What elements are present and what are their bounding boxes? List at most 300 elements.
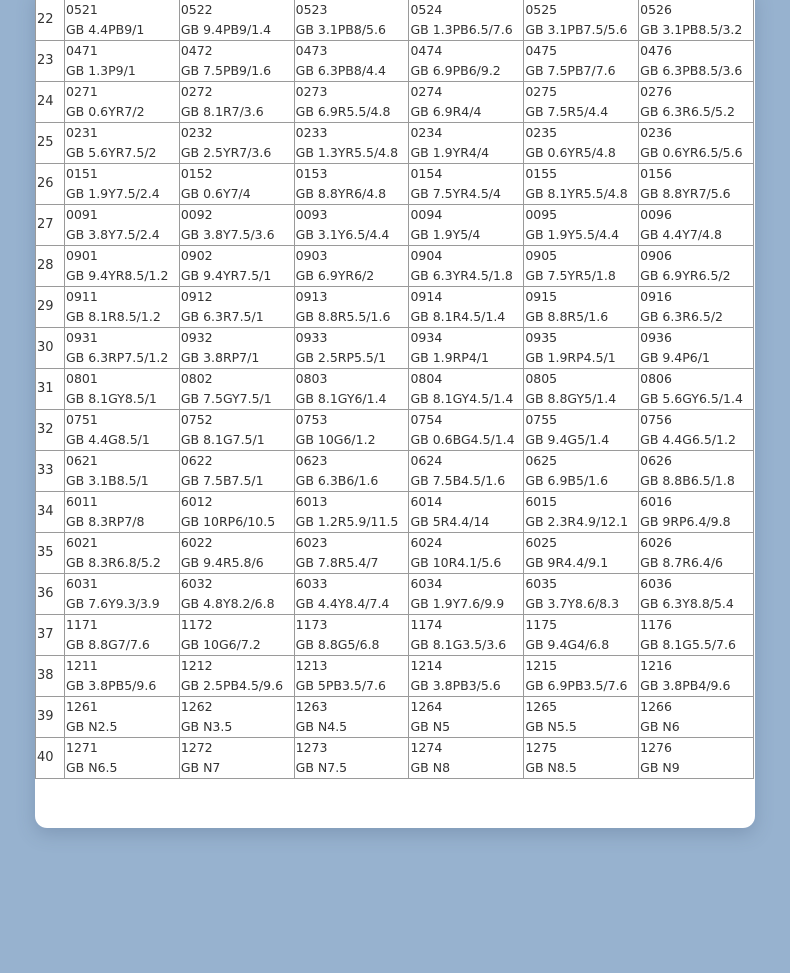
- color-cell: [409, 533, 524, 574]
- color-cell: [294, 246, 409, 287]
- color-cell: [294, 82, 409, 123]
- row-number: 28: [36, 246, 65, 287]
- color-cell: [409, 738, 524, 779]
- gb-notation: GB 3.8Y7.5/3.6: [180, 227, 275, 242]
- color-cell: [179, 615, 294, 656]
- color-code: 0524: [410, 2, 443, 17]
- table-row: [36, 246, 754, 287]
- gb-notation: GB 9.4PB9/1.4: [180, 22, 272, 37]
- table-row: [36, 697, 754, 738]
- table-row: [36, 410, 754, 451]
- gb-notation: GB 8.1G3.5/3.6: [410, 637, 507, 652]
- gb-notation: GB 3.8PB5/9.6: [66, 678, 157, 693]
- table-row: [36, 287, 754, 328]
- gb-notation: GB 7.5GY7.5/1: [180, 391, 272, 406]
- gb-notation: GB 6.9R4/4: [410, 104, 482, 119]
- row-number: 34: [36, 492, 65, 533]
- gb-notation: GB N8.5: [525, 760, 577, 775]
- gb-notation: GB 3.1PB8.5/3.2: [640, 22, 743, 37]
- table-row: [36, 656, 754, 697]
- gb-notation: GB 8.3R6.8/5.2: [66, 555, 161, 570]
- color-cell: [65, 492, 180, 533]
- gb-notation: GB 7.5PB7/7.6: [525, 63, 616, 78]
- gb-notation: GB 1.3YR5.5/4.8: [295, 145, 399, 160]
- gb-notation: GB 7.5B7.5/1: [180, 473, 264, 488]
- color-code: 6011: [66, 494, 98, 509]
- gb-notation: GB 8.1GY6/1.4: [295, 391, 387, 406]
- table-row: [36, 451, 754, 492]
- color-code: 0755: [525, 412, 558, 427]
- gb-notation: GB 2.5YR7/3.6: [180, 145, 272, 160]
- color-cell: [179, 697, 294, 738]
- color-cell: [65, 410, 180, 451]
- color-cell: [294, 492, 409, 533]
- gb-notation: GB 3.8PB3/5.6: [410, 678, 501, 693]
- color-cell: [294, 164, 409, 205]
- gb-notation: GB 1.9Y5/4: [410, 227, 481, 242]
- color-cell: [639, 369, 754, 410]
- color-code: 0236: [640, 125, 672, 140]
- gb-notation: GB 6.9B5/1.6: [525, 473, 609, 488]
- color-code: 0934: [410, 330, 443, 345]
- color-code: 0151: [66, 166, 98, 181]
- row-number: 40: [36, 738, 65, 779]
- color-cell: [524, 574, 639, 615]
- color-code: 0272: [180, 84, 213, 99]
- color-code: 0625: [525, 453, 558, 468]
- gb-notation: GB N7.5: [295, 760, 348, 775]
- table-row: [36, 123, 754, 164]
- color-code: 0093: [295, 207, 328, 222]
- color-code: 6032: [180, 576, 213, 591]
- gb-notation: GB 8.8R5/1.6: [525, 309, 609, 324]
- gb-notation: GB 6.3R6.5/5.2: [640, 104, 735, 119]
- row-number: 27: [36, 205, 65, 246]
- gb-notation: GB 6.9YR6.5/2: [640, 268, 731, 283]
- gb-notation: GB 6.9YR6/2: [295, 268, 375, 283]
- gb-notation: GB 6.9PB3.5/7.6: [525, 678, 628, 693]
- gb-notation: GB N6: [640, 719, 680, 734]
- color-cell: [179, 492, 294, 533]
- row-number: 29: [36, 287, 65, 328]
- color-code: 0475: [525, 43, 558, 58]
- color-code: 6034: [410, 576, 443, 591]
- gb-notation: GB N8: [410, 760, 451, 775]
- gb-notation: GB 9.4YR7.5/1: [180, 268, 272, 283]
- gb-notation: GB 8.8B6.5/1.8: [640, 473, 735, 488]
- color-code: 0802: [180, 371, 213, 386]
- gb-notation: GB 8.8R5.5/1.6: [295, 309, 391, 324]
- color-cell: [409, 410, 524, 451]
- gb-notation: GB 3.1PB7.5/5.6: [525, 22, 628, 37]
- color-code: 1276: [640, 740, 672, 755]
- gb-notation: GB 7.6Y9.3/3.9: [66, 596, 160, 611]
- gb-notation: GB 4.4PB9/1: [66, 22, 145, 37]
- color-cell: [179, 738, 294, 779]
- color-code: 0905: [525, 248, 558, 263]
- gb-notation: GB 1.2R5.9/11.5: [295, 514, 399, 529]
- color-code: 1273: [295, 740, 328, 755]
- color-cell: [639, 533, 754, 574]
- color-cell: [179, 246, 294, 287]
- color-cell: [179, 533, 294, 574]
- color-code: 1216: [640, 658, 672, 673]
- row-number: 37: [36, 615, 65, 656]
- gb-notation: GB 3.1B8.5/1: [66, 473, 149, 488]
- gb-notation: GB 8.7R6.4/6: [640, 555, 723, 570]
- color-code: 0095: [525, 207, 558, 222]
- gb-notation: GB 0.6YR6.5/5.6: [640, 145, 743, 160]
- color-code: 1173: [295, 617, 328, 632]
- table-row: [36, 82, 754, 123]
- color-code: 0901: [66, 248, 98, 263]
- color-code: 6025: [525, 535, 558, 550]
- color-cell: [524, 697, 639, 738]
- color-cell: [65, 0, 180, 41]
- gb-notation: GB N6.5: [66, 760, 118, 775]
- gb-notation: GB 8.8YR6/4.8: [295, 186, 387, 201]
- color-code: 1263: [295, 699, 328, 714]
- color-code: 6031: [66, 576, 98, 591]
- color-cell: [639, 328, 754, 369]
- color-cell: [294, 574, 409, 615]
- gb-notation: GB 7.5YR5/1.8: [525, 268, 616, 283]
- color-code: 0623: [295, 453, 328, 468]
- color-code: 6013: [295, 494, 328, 509]
- color-code: 0525: [525, 2, 558, 17]
- color-cell: [65, 246, 180, 287]
- gb-notation: GB 3.7Y8.6/8.3: [525, 596, 620, 611]
- color-code: 0232: [180, 125, 213, 140]
- color-cell: [65, 287, 180, 328]
- gb-notation: GB 5.6YR7.5/2: [66, 145, 157, 160]
- table-row: [36, 574, 754, 615]
- color-code: 0624: [410, 453, 443, 468]
- gb-notation: GB 3.8Y7.5/2.4: [66, 227, 160, 242]
- gb-notation: GB 8.8YR7/5.6: [640, 186, 731, 201]
- color-code: 6026: [640, 535, 672, 550]
- color-code: 6033: [295, 576, 328, 591]
- row-number: 24: [36, 82, 65, 123]
- color-code: 0473: [295, 43, 328, 58]
- gb-notation: GB N9: [640, 760, 680, 775]
- gb-notation: GB 9.4P6/1: [640, 350, 710, 365]
- color-code: 1213: [295, 658, 328, 673]
- color-cell: [524, 205, 639, 246]
- color-cell: [524, 492, 639, 533]
- color-cell: [639, 656, 754, 697]
- color-code: 1265: [525, 699, 558, 714]
- color-code: 0756: [640, 412, 672, 427]
- row-number: 22: [36, 0, 65, 41]
- color-code: 0094: [410, 207, 443, 222]
- color-cell: [65, 615, 180, 656]
- gb-notation: GB 8.1GY4.5/1.4: [410, 391, 514, 406]
- gb-notation: GB 5PB3.5/7.6: [295, 678, 386, 693]
- gb-notation: GB 2.5PB4.5/9.6: [180, 678, 284, 693]
- color-cell: [179, 451, 294, 492]
- gb-notation: GB 0.6BG4.5/1.4: [410, 432, 515, 447]
- gb-notation: GB 8.1R7/3.6: [180, 104, 264, 119]
- color-code: 0803: [295, 371, 328, 386]
- color-code: 1272: [180, 740, 213, 755]
- color-cell: [409, 205, 524, 246]
- color-code: 6014: [410, 494, 443, 509]
- gb-notation: GB 0.6Y7/4: [180, 186, 251, 201]
- color-code: 0275: [525, 84, 558, 99]
- gb-notation: GB 9.4R5.8/6: [180, 555, 264, 570]
- color-cell: [294, 0, 409, 41]
- color-cell: [409, 451, 524, 492]
- row-number: 35: [36, 533, 65, 574]
- gb-notation: GB 1.3PB6.5/7.6: [410, 22, 513, 37]
- gb-notation: GB 6.9PB6/9.2: [410, 63, 501, 78]
- color-cell: [409, 697, 524, 738]
- color-code: 6035: [525, 576, 558, 591]
- row-number: 39: [36, 697, 65, 738]
- color-cell: [639, 82, 754, 123]
- color-code: 0233: [295, 125, 328, 140]
- color-cell: [639, 697, 754, 738]
- color-code: 1212: [180, 658, 213, 673]
- gb-notation: GB 7.5YR4.5/4: [410, 186, 501, 201]
- gb-notation: GB 3.1PB8/5.6: [295, 22, 386, 37]
- gb-notation: GB 6.3Y8.8/5.4: [640, 596, 734, 611]
- color-code: 1214: [410, 658, 443, 673]
- color-cell: [409, 492, 524, 533]
- gb-notation: GB 9.4G5/1.4: [525, 432, 610, 447]
- gb-notation: GB 8.1R4.5/1.4: [410, 309, 506, 324]
- color-code: 0933: [295, 330, 328, 345]
- color-cell: [409, 0, 524, 41]
- gb-notation: GB N7: [180, 760, 221, 775]
- color-code: 0274: [410, 84, 443, 99]
- table-row: [36, 533, 754, 574]
- color-code: 0753: [295, 412, 328, 427]
- color-cell: [179, 123, 294, 164]
- row-number: 25: [36, 123, 65, 164]
- color-cell: [294, 697, 409, 738]
- color-code: 0523: [295, 2, 328, 17]
- color-cell: [639, 410, 754, 451]
- gb-notation: GB N4.5: [295, 719, 348, 734]
- color-code: 0152: [180, 166, 213, 181]
- gb-notation: GB 5R4.4/14: [410, 514, 490, 529]
- table-row: [36, 615, 754, 656]
- gb-notation: GB 3.8RP7/1: [180, 350, 260, 365]
- color-code: 0235: [525, 125, 558, 140]
- color-code: 0231: [66, 125, 98, 140]
- color-cell: [294, 123, 409, 164]
- color-code: 0474: [410, 43, 443, 58]
- gb-notation: GB 8.8G5/6.8: [295, 637, 380, 652]
- color-cell: [639, 0, 754, 41]
- gb-notation: GB 10G6/1.2: [295, 432, 376, 447]
- gb-notation: GB 0.6YR5/4.8: [525, 145, 616, 160]
- gb-notation: GB N5.5: [525, 719, 577, 734]
- color-code: 0234: [410, 125, 443, 140]
- color-code: 0621: [66, 453, 98, 468]
- gb-notation: GB 8.1GY8.5/1: [66, 391, 157, 406]
- gb-notation: GB 2.3R4.9/12.1: [525, 514, 629, 529]
- color-code: 1261: [66, 699, 98, 714]
- gb-notation: GB 7.8R5.4/7: [295, 555, 379, 570]
- color-cell: [65, 697, 180, 738]
- color-code: 1172: [180, 617, 213, 632]
- table-row: [36, 492, 754, 533]
- table-row: [36, 738, 754, 779]
- color-code: 1171: [66, 617, 98, 632]
- color-code: 0154: [410, 166, 443, 181]
- gb-notation: GB 8.1G7.5/1: [180, 432, 265, 447]
- color-code: 1211: [66, 658, 98, 673]
- color-code: 0916: [640, 289, 672, 304]
- gb-notation: GB 2.5RP5.5/1: [295, 350, 387, 365]
- gb-notation: GB N2.5: [66, 719, 118, 734]
- color-code: 0521: [66, 2, 98, 17]
- gb-notation: GB 9.4G4/6.8: [525, 637, 610, 652]
- table-body: [36, 0, 754, 779]
- gb-notation: GB 7.5B4.5/1.6: [410, 473, 506, 488]
- gb-notation: GB 1.3P9/1: [66, 63, 136, 78]
- gb-notation: GB 9RP6.4/9.8: [640, 514, 731, 529]
- color-code: 0912: [180, 289, 213, 304]
- gb-notation: GB 10R4.1/5.6: [410, 555, 502, 570]
- color-code: 0271: [66, 84, 98, 99]
- color-code: 0522: [180, 2, 213, 17]
- color-code: 0276: [640, 84, 672, 99]
- color-cell: [294, 410, 409, 451]
- color-cell: [639, 246, 754, 287]
- gb-notation: GB 6.3R7.5/1: [180, 309, 264, 324]
- row-number: 36: [36, 574, 65, 615]
- color-code: 0801: [66, 371, 98, 386]
- color-code: 0806: [640, 371, 672, 386]
- row-number: 33: [36, 451, 65, 492]
- gb-notation: GB 8.8G7/7.6: [66, 637, 150, 652]
- color-cell: [409, 246, 524, 287]
- color-cell: [524, 656, 639, 697]
- color-code: 0471: [66, 43, 98, 58]
- table-row: [36, 41, 754, 82]
- color-cell: [65, 123, 180, 164]
- color-cell: [65, 574, 180, 615]
- color-cell: [409, 164, 524, 205]
- color-code: 0155: [525, 166, 558, 181]
- gb-notation: GB N5: [410, 719, 451, 734]
- color-cell: [65, 451, 180, 492]
- color-cell: [65, 656, 180, 697]
- gb-notation: GB 6.3YR4.5/1.8: [410, 268, 513, 283]
- gb-notation: GB 4.4G6.5/1.2: [640, 432, 736, 447]
- color-cell: [639, 574, 754, 615]
- color-code: 0096: [640, 207, 672, 222]
- color-code: 1266: [640, 699, 672, 714]
- color-cell: [639, 164, 754, 205]
- color-code: 6024: [410, 535, 443, 550]
- color-cell: [524, 328, 639, 369]
- color-code: 0273: [295, 84, 328, 99]
- color-cell: [524, 410, 639, 451]
- table-row: [36, 164, 754, 205]
- color-code: 6023: [295, 535, 328, 550]
- gb-notation: GB 8.1R8.5/1.2: [66, 309, 161, 324]
- table-row: [36, 369, 754, 410]
- gb-notation: GB 1.9Y7.5/2.4: [66, 186, 160, 201]
- table-row: [36, 0, 754, 41]
- color-cell: [294, 369, 409, 410]
- gb-notation: GB 9.4YR8.5/1.2: [66, 268, 169, 283]
- gb-notation: GB 1.9Y7.6/9.9: [410, 596, 505, 611]
- color-cell: [409, 574, 524, 615]
- gb-notation: GB 9R4.4/9.1: [525, 555, 609, 570]
- color-cell: [524, 369, 639, 410]
- color-cell: [409, 656, 524, 697]
- gb-notation: GB 0.6YR7/2: [66, 104, 145, 119]
- color-cell: [409, 615, 524, 656]
- color-cell: [179, 369, 294, 410]
- gb-notation: GB 8.1G5.5/7.6: [640, 637, 736, 652]
- row-number: 23: [36, 41, 65, 82]
- row-number: 38: [36, 656, 65, 697]
- color-cell: [179, 410, 294, 451]
- color-code: 0752: [180, 412, 213, 427]
- gb-notation: GB 10RP6/10.5: [180, 514, 276, 529]
- color-cell: [409, 287, 524, 328]
- color-cell: [179, 82, 294, 123]
- gb-notation: GB 6.3PB8/4.4: [295, 63, 386, 78]
- color-code: 0932: [180, 330, 213, 345]
- color-cell: [65, 533, 180, 574]
- color-cell: [639, 205, 754, 246]
- color-code: 1275: [525, 740, 558, 755]
- color-cell: [179, 164, 294, 205]
- color-cell: [409, 123, 524, 164]
- gb-notation: GB 3.1Y6.5/4.4: [295, 227, 390, 242]
- row-number: 32: [36, 410, 65, 451]
- color-cell: [524, 287, 639, 328]
- color-code: 0476: [640, 43, 672, 58]
- color-cell: [639, 492, 754, 533]
- color-code: 1175: [525, 617, 558, 632]
- color-code: 0526: [640, 2, 672, 17]
- gb-notation: GB 1.9RP4/1: [410, 350, 489, 365]
- gb-notation: GB 1.9Y5.5/4.4: [525, 227, 620, 242]
- color-cell: [179, 205, 294, 246]
- color-cell: [294, 41, 409, 82]
- color-code: 0906: [640, 248, 672, 263]
- color-code: 6016: [640, 494, 672, 509]
- color-cell: [179, 287, 294, 328]
- color-code: 6015: [525, 494, 558, 509]
- color-cell: [524, 246, 639, 287]
- color-code: 6012: [180, 494, 213, 509]
- color-code: 0914: [410, 289, 443, 304]
- color-code-table: [35, 0, 754, 779]
- row-number: 31: [36, 369, 65, 410]
- color-cell: [294, 533, 409, 574]
- gb-notation: GB 3.8PB4/9.6: [640, 678, 731, 693]
- color-cell: [179, 0, 294, 41]
- color-cell: [524, 451, 639, 492]
- color-cell: [65, 369, 180, 410]
- color-code: 0911: [66, 289, 98, 304]
- gb-notation: GB 4.4G8.5/1: [66, 432, 150, 447]
- color-code: 0913: [295, 289, 328, 304]
- color-code: 0472: [180, 43, 213, 58]
- color-cell: [524, 738, 639, 779]
- color-cell: [524, 533, 639, 574]
